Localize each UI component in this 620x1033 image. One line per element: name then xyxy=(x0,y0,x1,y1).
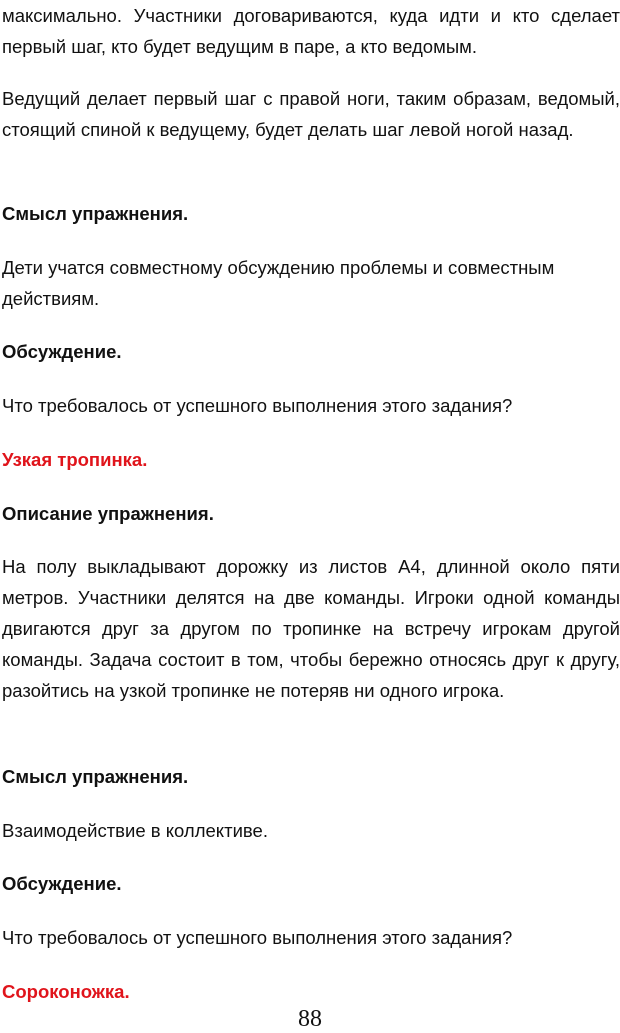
paragraph-description-text: На полу выкладывают дорожку из листов А4, длинной около пяти метров. Участники делятся на две команды. Игроки одной команды двигаются друг за другом по тропинке на встречу игрокам другой команды. Задача состоит в том, чтобы бережно относясь друг к другу, разойтись на узкой тропинке не потеряв ни одного игрока. xyxy=(2,556,620,701)
paragraph-continuation: максимально. Участники договариваются, куда идти и кто сделает первый шаг, кто будет ведущим в паре, а кто ведомым. xyxy=(2,5,620,57)
page-number: 88 xyxy=(298,1006,322,1032)
exercise-title-centipede: Сороконожка. xyxy=(2,981,130,1002)
exercise-title-narrow-path: Узкая тропинка. xyxy=(2,449,148,470)
heading-discussion: Обсуждение. xyxy=(2,341,122,362)
heading-exercise-meaning: Смысл упражнения. xyxy=(2,203,189,224)
heading-exercise-meaning-2: Смысл упражнения. xyxy=(2,766,189,787)
paragraph-meaning-text-2: Взаимодействие в коллективе. xyxy=(2,820,268,841)
paragraph-discussion-question: Что требовалось от успешного выполнения этого задания? xyxy=(2,395,513,416)
paragraph-leader-step: Ведущий делает первый шаг с правой ноги, таким образам, ведомый, стоящий спиной к ведущему, будет делать шаг левой ногой назад. xyxy=(2,88,620,140)
heading-exercise-description: Описание упражнения. xyxy=(2,503,214,524)
heading-discussion-2: Обсуждение. xyxy=(2,873,122,894)
paragraph-meaning-text: Дети учатся совместному обсуждению проблемы и совместным действиям. xyxy=(2,257,555,309)
paragraph-discussion-question-2: Что требовалось от успешного выполнения этого задания? xyxy=(2,927,513,948)
